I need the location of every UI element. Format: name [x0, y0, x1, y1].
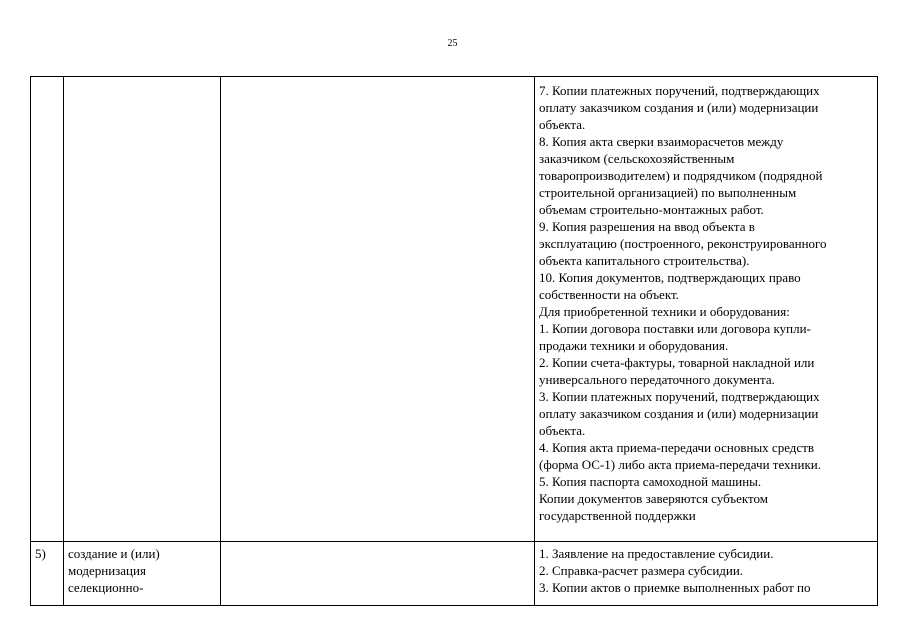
- doc-line: собственности на объект.: [539, 287, 679, 302]
- doc-line: строительной организацией) по выполненным: [539, 185, 797, 200]
- name-line: модернизация: [68, 563, 146, 578]
- doc-line: объекта.: [539, 423, 586, 438]
- doc-line: эксплуатацию (построенного, реконструированного: [539, 236, 827, 251]
- doc-line: 2. Справка-расчет размера субсидии.: [539, 563, 744, 578]
- doc-line: 8. Копия акта сверки взаиморасчетов между: [539, 134, 784, 149]
- doc-line: товаропроизводителем) и подрядчиком (подрядной: [539, 168, 823, 183]
- doc-line: объекта.: [539, 117, 586, 132]
- doc-line: оплату заказчиком создания и (или) модернизации: [539, 406, 819, 421]
- doc-line: 10. Копия документов, подтверждающих право: [539, 270, 801, 285]
- doc-line: государственной поддержки: [539, 508, 696, 523]
- row-name-cell: [64, 77, 221, 542]
- doc-line: 1. Заявление на предоставление субсидии.: [539, 546, 774, 561]
- doc-line: 9. Копия разрешения на ввод объекта в: [539, 219, 755, 234]
- doc-line: 3. Копии актов о приемке выполненных работ по: [539, 580, 811, 595]
- name-line: создание и (или): [68, 546, 160, 561]
- row-number-cell: [31, 542, 64, 606]
- doc-line: заказчиком (сельскохозяйственным: [539, 151, 735, 166]
- table-row: [31, 77, 878, 542]
- doc-line: универсального передаточного документа.: [539, 372, 775, 387]
- doc-line: 4. Копия акта приема-передачи основных средств: [539, 440, 814, 455]
- page-number: 25: [447, 38, 458, 49]
- table-row: [31, 542, 878, 606]
- doc-line: Для приобретенной техники и оборудования:: [539, 304, 790, 319]
- row-documents-cell: [535, 77, 878, 542]
- requirements-table: [30, 76, 878, 606]
- row-number: 5): [35, 546, 46, 561]
- doc-line: объекта капитального строительства).: [539, 253, 750, 268]
- doc-line: 7. Копии платежных поручений, подтверждающих: [539, 83, 820, 98]
- row-col3-cell: [221, 542, 535, 606]
- doc-line: (форма ОС-1) либо акта приема-передачи техники.: [539, 457, 821, 472]
- doc-line: 5. Копия паспорта самоходной машины.: [539, 474, 762, 489]
- doc-line: продажи техники и оборудования.: [539, 338, 729, 353]
- doc-line: 2. Копии счета-фактуры, товарной накладной или: [539, 355, 815, 370]
- doc-line: Копии документов заверяются субъектом: [539, 491, 769, 506]
- name-line: селекционно-: [68, 580, 144, 595]
- row-name-cell: [64, 542, 221, 606]
- doc-line: объемам строительно-монтажных работ.: [539, 202, 764, 217]
- row-number-cell: [31, 77, 64, 542]
- doc-line: оплату заказчиком создания и (или) модернизации: [539, 100, 819, 115]
- doc-line: 3. Копии платежных поручений, подтверждающих: [539, 389, 820, 404]
- row-documents-cell: [535, 542, 878, 606]
- row-col3-cell: [221, 77, 535, 542]
- doc-line: 1. Копии договора поставки или договора купли-: [539, 321, 811, 336]
